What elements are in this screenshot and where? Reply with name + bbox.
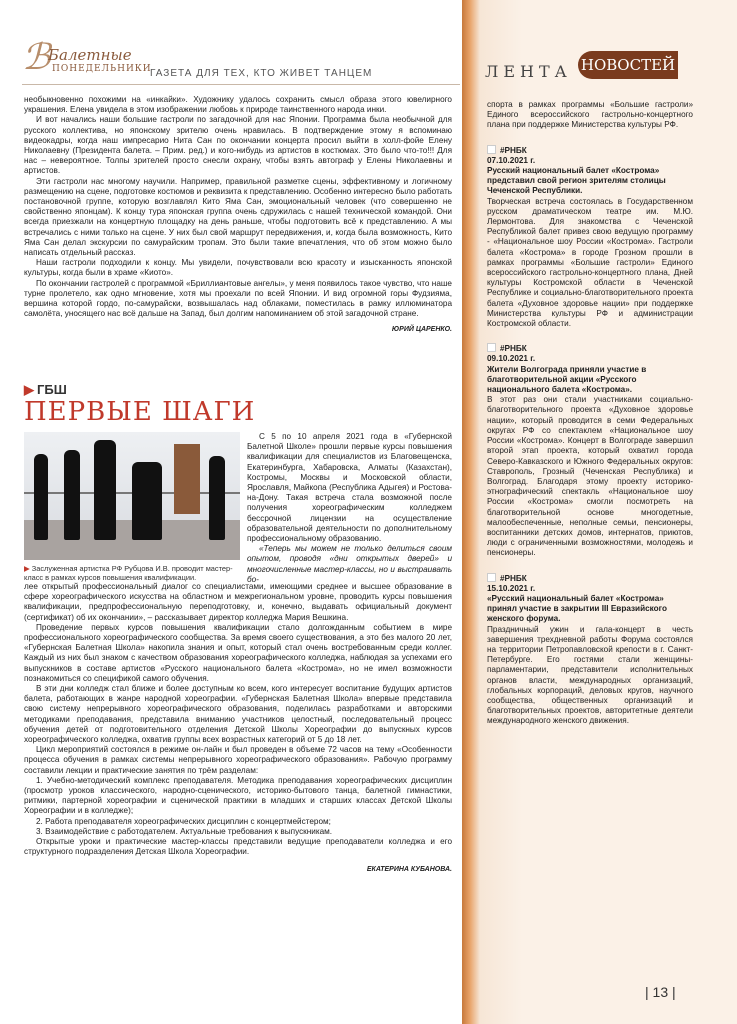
paragraph: необыкновенно похожими на «инкайки». Художнику удалось сохранить смысл образа этого ювелирного украшения. Елена увидела в этом изображении любовь к природе таинственного народа инки. <box>24 95 452 115</box>
triangle-icon: ▶ <box>24 382 34 397</box>
news-item <box>487 343 693 558</box>
section-intro <box>247 432 452 585</box>
news-body: В этот раз они стали участниками социально-благотворительного проекта «Духовное здоровье нации», который проводится в семи Федеральных округах РФ со спектаклем «Национальное шоу России «Кострома». Концерт в Волгограде завершил второй этап проекта, который охватил города Северо-Кавказского и Южного Федеральных округов: Ставрополь, Грозный (Чеченская Республика) и Волгоград. Благодаря этому проекту историко-этнографический спектакль «Национальное шоу России «Кострома» смогли посмотреть на благотворительной основе многодетные, малообеспеченные, неполные семьи, пенсионеры, воспитанники детских домов, интернатов, приютов, люди с ограниченными возможностями, молодежь и пенсионеры. <box>487 395 693 558</box>
photo-caption-text: Заслуженная артистка РФ Рубцова И.В. проводит мастер-класс в рамках курсов повышения квалификации. <box>24 564 233 582</box>
paragraph: По окончании гастролей с программой «Бриллиантовые ангелы», у меня появилось такое чувство, что наше турне пролетело, как одно мгновение, хотя мы проехали по всей Японии. И вид огромной горы Фудзияма, вершина которой гордо, по-самурайски, возвышалась над облаками, поместилась в рамку иллюминатора самолёта, уносящего нас всё дальше на Запад, был долгим напоминанием об этой загадочной стране. <box>24 278 452 319</box>
triangle-icon: ▶ <box>24 564 30 573</box>
section-body <box>24 582 452 876</box>
dance-class-photo <box>24 432 240 560</box>
sidebar-title-novosti: НОВОСТЕЙ <box>578 51 678 79</box>
paragraph: Эти гастроли нас многому научили. Например, правильной разметке сцены, эффективному и логичному размещению на сцене, подготовке костюмов и реквизита к представлению. Особенно интересно было работать постановочной группе, которую возглавлял Кито Яма Сан, эмоциональный человек (что совершенно не свойственно японцам). К концу тура японская группа очень сдружилась с нашей технической командой. Они всегда приезжали на концертную площадку на день раньше, чтобы подготовить всё к представлению. А мы встречались с ними только на сцене. У них был свой маршрут передвижения, и, когда была возможность, Кито Яма Сан делал экскурсии по самурайским тропам. Это были такие впечатления, что об этом можно было написать отдельный рассказ. <box>24 176 452 258</box>
news-tag <box>487 573 693 584</box>
photo-caption <box>24 564 240 582</box>
news-column <box>487 100 693 741</box>
paragraph: С 5 по 10 апреля 2021 года в «Губернской Балетной Школе» прошли первые курсы повышения квалификации для специалистов из Благовещенска, Екатеринбурга, Хабаровска, Алматы (Казахстан), Костромы, Москвы и Московской области, Ярославля, Майкопа (Республика Адыгея) и Ростова-на-Дону. Такая встреча стала возможной после получения хореографическим колледжем бессрочной лицензии на осуществление образовательной деятельности по дополнительному профессиональному образованию. <box>247 432 452 544</box>
news-headline: Русский национальный балет «Кострома» представил свой регион зрителям столицы Чеченской Республики. <box>487 166 666 196</box>
news-date: 07.10.2021 г. <box>487 155 536 165</box>
news-body: спорта в рамках программы «Большие гастроли» Единого всероссийского гастрольно-концертного плана при поддержке Министерства культуры РФ. <box>487 100 693 130</box>
news-headline: «Русский национальный балет «Кострома» принял участие в закрытии III Евразийского женского форума. <box>487 593 667 624</box>
section-signature: ЕКАТЕРИНА КУБАНОВА. <box>366 866 452 874</box>
news-item <box>487 145 693 330</box>
page-number: | 13 | <box>645 984 676 1000</box>
news-date: 15.10.2021 г. <box>487 583 536 593</box>
logo-line2: ПОНЕДЕЛЬНИКИ <box>52 64 152 74</box>
paragraph: Открытые уроки и практические мастер-классы представили ведущие преподаватели колледжа и его структурного подразделения Детская Школа Хореографии. <box>24 837 452 857</box>
dancer-figure <box>94 440 116 540</box>
dancer-figure <box>209 456 225 540</box>
paragraph: лее открытый профессиональный диалог со специалистами, имеющими среднее и высшее образование в сфере хореографического искусства на областном и межрегиональном уровне, проводить курсы повышения квалификации, предпрофессиональную переподготовку, и, конечно, выдавать официальный документ (сертификат) об их окончании», – рассказывает директор колледжа Мария Вешкина. <box>24 582 452 622</box>
top-article <box>24 95 452 336</box>
paragraph: «Теперь мы можем не только делиться своим опытом, проводя «дни открытых дверей» и многочисленные мастер-классы, но и выстраивать бо- <box>247 544 452 584</box>
news-item <box>487 573 693 727</box>
paragraph: 1. Учебно-методический комплекс преподавателя. Методика преподавания хореографических дисциплин (просмотр уроков классического, народно-сценического, историко-бытового танца, балетной гимнастики, ритмики, партерной хореографии и сценической практики в младших и старших классах Детской Школы Хореографии и в колледже); <box>24 775 452 816</box>
dancer-figure <box>132 462 162 540</box>
paragraph: 3. Взаимодействие с работодателем. Актуальные требования к выпускникам. <box>36 826 333 836</box>
news-headline: Жители Волгограда приняли участие в благотворительной акции «Русского национального балета «Кострома». <box>487 364 647 395</box>
section-tag <box>24 382 67 398</box>
logo-line1: Балетные <box>48 46 132 64</box>
news-body: Творческая встреча состоялась в Государственном русском драматическом театре им. М.Ю. Лермонтова. Для знакомства с Чеченской Республикой балет привез свою ведущую программу - «Национальное шоу России «Кострома». Гастроли балета «Кострома» в городе Грозном прошли в рамках программы «Большие гастроли» Единого всероссийского гастрольно-концертного плана, Дней культуры Костромской области в Чеченской Республике и социально-благотворительного проекта балета «Духовное здоровье нации» при поддержке Министерства культуры РФ и администрации Костромской области. <box>487 196 693 329</box>
dancer-figure <box>34 454 48 540</box>
news-body: Праздничный ужин и гала-концерт в честь завершения трехдневной работы Форума состоялся на территории Петропавловской крепости в г. Санкт-Петербурге. Его гостями стали женщины-парламентарии, представители исполнительных органов власти, международных организаций, глобальных корпораций, деловых кругов, научного сообщества, общественных организаций и благотворительных проектов, авторитетные деятели международного женского движения. <box>487 624 693 726</box>
paragraph: Проведение первых курсов повышения квалификации стало долгожданным событием в мире профессионального хореографического сообщества. За время своего существования, а это без малого 20 лет, «Губернская Балетная Школа» накопила знания и опыт, который стал очень востребованным среди коллег. Каждый из них был знаком с качеством образования хореографического колледжа, наблюдая за успехами его выпускников в составе артистов «Русского национального балета «Кострома», но не имел возможности познакомиться со спецификой самого обучения. <box>24 622 452 683</box>
tagline: ГАЗЕТА ДЛЯ ТЕХ, КТО ЖИВЕТ ТАНЦЕМ <box>150 68 373 79</box>
paragraph: 2. Работа преподавателя хореографических дисциплин с концертмейстером; <box>36 816 331 826</box>
news-tag-label: #РНБК <box>500 344 527 354</box>
publication-logo <box>22 37 152 84</box>
square-icon <box>487 573 496 582</box>
photo-door <box>174 444 200 514</box>
logo-ornament-icon: ℬ <box>22 37 51 78</box>
news-tag-label: #РНБК <box>500 145 527 155</box>
paragraph: Цикл мероприятий состоялся в режиме он-лайн и был проведен в объеме 72 часов на тему «Особенности процесса обучения в рамках системы непрерывного хореографического образования». Рабочую программу составили лекции и практические занятия по трём разделам: <box>24 745 452 775</box>
paragraph: Наши гастроли подходили к концу. Мы увидели, почувствовали всю красоту и изысканность японской культуры, когда были в храме «Киото». <box>24 258 452 278</box>
article-signature: ЮРИЙ ЦАРЕНКО. <box>391 326 452 334</box>
dancer-figure <box>64 450 80 540</box>
section-title: ПЕРВЫЕ ШАГИ <box>24 397 256 427</box>
news-tag-label: #РНБК <box>500 573 527 583</box>
paragraph: И вот начались наши большие гастроли по загадочной для нас Японии. Программа была необычной для русского коллектива, но японскому зрителю очень нравилась. В подтверждение этому я вспоминаю видеокадры, когда наш импресарио Нита Сан по окончании концерта просил выйти в холл-фойе Елену Николаевну (Президента балета. – Прим. ред.) и кого-нибудь из артистов в костюмах. Это было что-то!!! Для нас – невероятное. Толпы зрителей просто снесли охрану, чтобы взять автограф у Елены Николаевны и артистов. <box>24 115 452 176</box>
section-tag-label: ГБШ <box>37 382 67 397</box>
square-icon <box>487 343 496 352</box>
square-icon <box>487 145 496 154</box>
sidebar-title-lenta: ЛЕНТА <box>485 62 572 81</box>
news-tag <box>487 343 693 354</box>
paragraph: В эти дни колледж стал ближе и более доступным ко всем, кого интересует воспитание будущих артистов балета, работающих в жанре народной хореографии. «Губернская Балетная Школа» впервые представила свою систему непрерывного хореографического образования, поделилась разработками и авторскими методиками преподавания, представила вниманию участников целостный, последовательный процесс обучения детей от подготовительного отделения Детской Школы Хореографии до выпускных курсов хореографического колледжа, охватив группы всех возрастных категорий от 5 до 18 лет. <box>24 684 452 745</box>
news-date: 09.10.2021 г. <box>487 354 536 364</box>
header-divider <box>22 84 460 85</box>
news-intro <box>487 100 693 131</box>
news-tag <box>487 145 693 156</box>
